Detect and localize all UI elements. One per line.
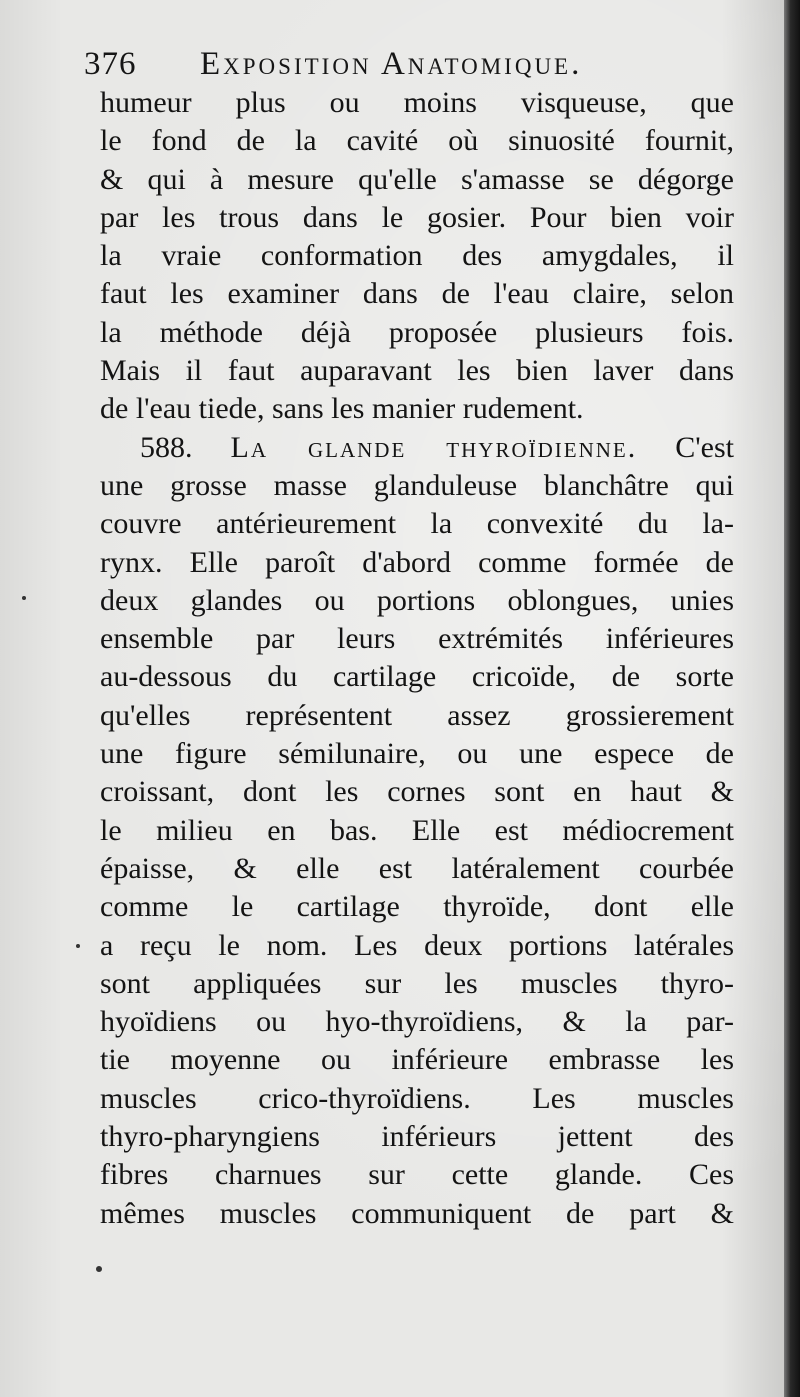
text-line: hyoïdiens ou hyo-thyroïdiens, & la par-: [100, 1005, 734, 1039]
text-line: qu'elles représentent assez grossierement: [100, 698, 734, 732]
running-title: Exposition Anatomique.: [200, 46, 583, 82]
ink-speck: [22, 596, 26, 600]
body-text: [100, 84, 734, 1233]
text-line: rynx. Elle paroît d'abord comme formée de: [100, 545, 734, 579]
heading-line-continuation: C'est: [675, 430, 735, 464]
text-line: comme le cartilage thyroïde, dont elle: [100, 890, 734, 924]
text-line: muscles crico-thyroïdiens. Les muscles: [100, 1081, 734, 1115]
text-line: humeur plus ou moins visqueuse, que: [100, 86, 734, 119]
text-line: couvre antérieurement la convexité du la-: [100, 507, 734, 541]
text-line: sont appliquées sur les muscles thyro-: [100, 966, 734, 1000]
text-line: épaisse, & elle est latéralement courbée: [100, 851, 734, 885]
text-line: le milieu en bas. Elle est médiocrement: [100, 813, 734, 847]
text-line: une figure sémilunaire, ou une espece de: [100, 737, 734, 771]
text-line: une grosse masse glanduleuse blanchâtre qui: [100, 468, 734, 502]
text-line: thyro-pharyngiens inférieurs jettent des: [100, 1120, 734, 1154]
page-number: 376: [84, 46, 137, 82]
text-line: de l'eau tiede, sans les manier rudement.: [100, 392, 584, 426]
ink-speck: [96, 1266, 102, 1272]
section-number: 588.: [140, 430, 193, 464]
section-heading: La glande thyroïdienne.: [230, 430, 638, 464]
text-line: la méthode déjà proposée plusieurs fois.: [100, 315, 734, 349]
text-line: ensemble par leurs extrémités inférieures: [100, 622, 734, 656]
text-line: a reçu le nom. Les deux portions latérales: [100, 928, 734, 962]
page-header: [84, 44, 734, 84]
page-edge-shadow: [784, 0, 800, 1397]
text-line: le fond de la cavité où sinuosité fournit,: [100, 124, 734, 158]
section-heading-line: [100, 429, 734, 467]
text-line: croissant, dont les cornes sont en haut &: [100, 775, 734, 809]
text-line: deux glandes ou portions oblongues, unies: [100, 583, 734, 617]
text-line: au-dessous du cartilage cricoïde, de sorte: [100, 660, 734, 694]
ink-speck: [76, 944, 80, 948]
text-line: tie moyenne ou inférieure embrasse les: [100, 1043, 734, 1077]
text-line: Mais il faut auparavant les bien laver dans: [100, 354, 734, 388]
text-line: la vraie conformation des amygdales, il: [100, 239, 734, 273]
text-line: mêmes muscles communiquent de part &: [100, 1196, 734, 1230]
text-line: & qui à mesure qu'elle s'amasse se dégorge: [100, 162, 734, 196]
text-line: fibres charnues sur cette glande. Ces: [100, 1158, 734, 1192]
text-line: par les trous dans le gosier. Pour bien voir: [100, 200, 734, 234]
text-line: faut les examiner dans de l'eau claire, selon: [100, 277, 734, 311]
